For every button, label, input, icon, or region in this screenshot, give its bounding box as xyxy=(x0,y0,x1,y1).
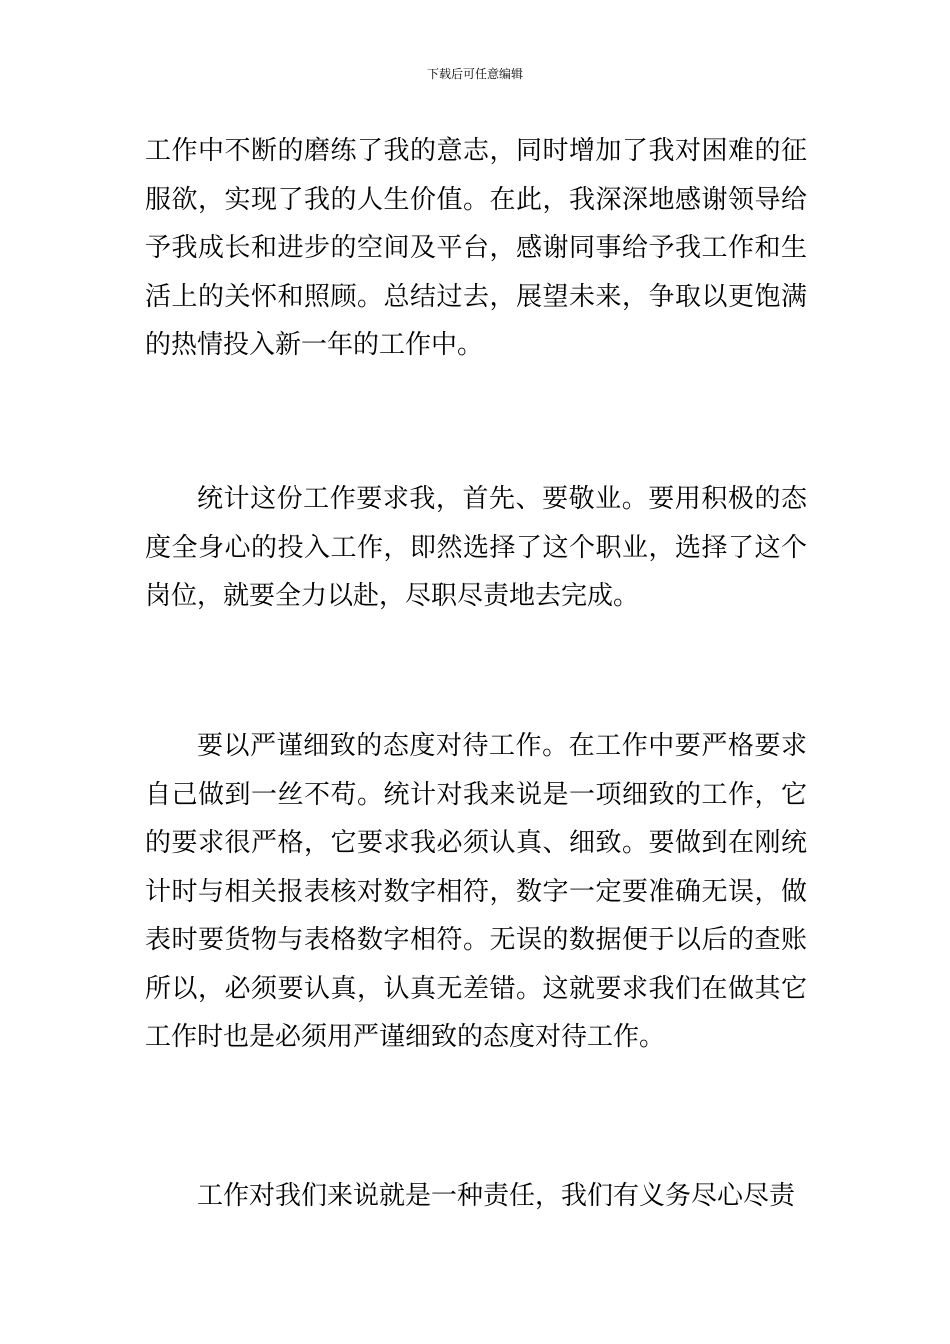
page-header: 下载后可任意编辑 xyxy=(426,67,523,81)
paragraph-3: 要以严谨细致的态度对待工作。在工作中要严格要求自己做到一丝不苟。统计对我来说是一项细致的工作，它的要求很严格，它要求我必须认真、细致。要做到在刚统计时与相关报表核对数字相符，数字一定要准确无误，做表时要货物与表格数字相符。无误的数据便于以后的查账所以，必须要认真，认真无差错。这就要求我们在做其它工作时也是必须用严谨细致的态度对待工作。 xyxy=(145,731,807,1052)
paragraph-2: 统计这份工作要求我，首先、要敬业。要用积极的态度全身心的投入工作，即然选择了这个职业，选择了这个岗位，就要全力以赴，尽职尽责地去完成。 xyxy=(145,484,807,611)
paragraph-4: 工作对我们来说就是一种责任，我们有义务尽心尽责 xyxy=(197,1181,796,1211)
paragraph-1: 工作中不断的磨练了我的意志，同时增加了我对困难的征服欲，实现了我的人生价值。在此，我深深地感谢领导给予我成长和进步的空间及平台，感谢同事给予我工作和生活上的关怀和照顾。总结过去，展望未来，争取以更饱满的热情投入新一年的工作中。 xyxy=(145,136,807,360)
